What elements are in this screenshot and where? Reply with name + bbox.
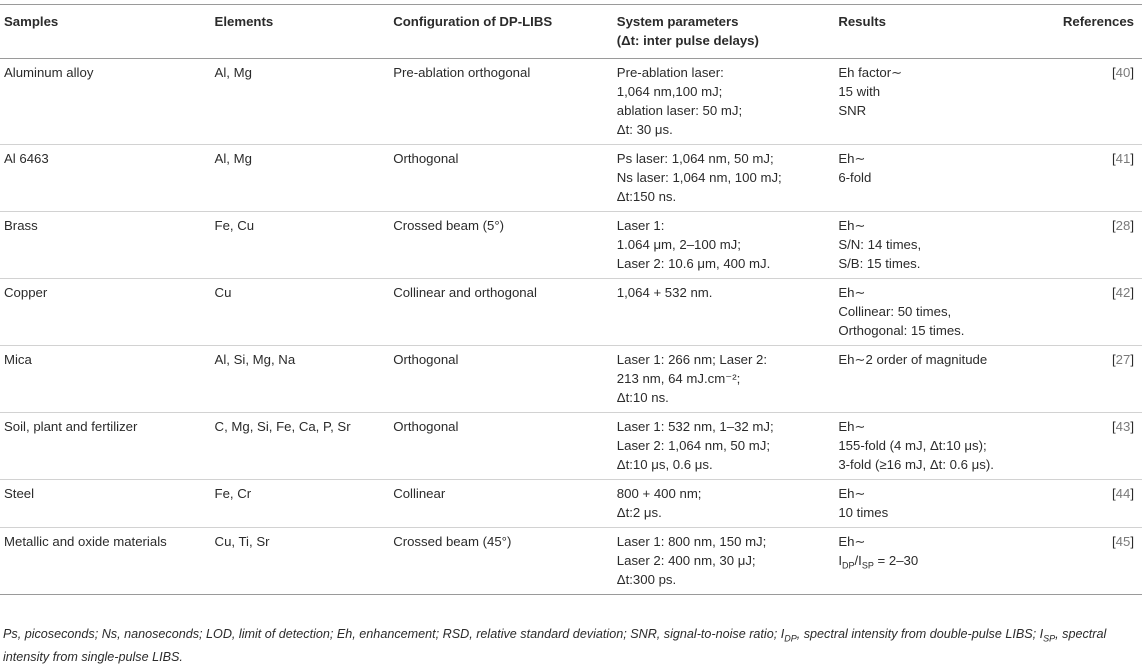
table-row [0, 59, 1142, 145]
header-samples: Samples [0, 5, 209, 59]
header-system-parameters-line2: (Δt: inter pulse delays) [616, 33, 759, 48]
cell-configuration: Orthogonal [387, 413, 611, 480]
result-line: 6-fold [838, 170, 872, 185]
cell-reference [1057, 59, 1142, 145]
cell-system-parameters [611, 528, 833, 595]
parameter-line: Δt:300 ps. [616, 572, 677, 587]
cell-system-parameters [611, 413, 833, 480]
reference-bracket-open: [ [1111, 352, 1116, 367]
reference-bracket-open: [ [1111, 218, 1116, 233]
table-body [0, 59, 1142, 595]
result-line: Eh∼ [838, 151, 866, 166]
table-row [0, 212, 1142, 279]
cell-configuration: Collinear and orthogonal [387, 279, 611, 346]
parameter-line: Laser 2: 1,064 nm, 50 mJ; [616, 438, 770, 453]
table-row [0, 346, 1142, 413]
reference-link[interactable]: 27 [1115, 352, 1131, 367]
reference-link[interactable]: 28 [1115, 218, 1131, 233]
cell-reference [1057, 346, 1142, 413]
reference-bracket-close: ] [1130, 486, 1134, 501]
result-line: 10 times [838, 505, 889, 520]
cell-system-parameters [611, 346, 833, 413]
result-line: Collinear: 50 times, [838, 304, 952, 319]
parameter-line: Laser 1: [616, 218, 665, 233]
cell-sample: Brass [0, 212, 209, 279]
cell-configuration: Orthogonal [387, 346, 611, 413]
reference-bracket-open: [ [1111, 65, 1116, 80]
result-line: S/B: 15 times. [838, 256, 921, 271]
result-line: Eh∼ [838, 534, 866, 549]
cell-results [832, 480, 1057, 528]
table-row [0, 528, 1142, 595]
header-system-parameters-line1: System parameters [616, 14, 739, 29]
footnote-text-2: , spectral intensity from double-pulse LIBS; I [796, 627, 1044, 641]
reference-link[interactable]: 45 [1115, 534, 1131, 549]
table-header [0, 5, 1142, 59]
cell-system-parameters [611, 480, 833, 528]
result-line: Eh∼ [838, 218, 866, 233]
result-line: 15 with [838, 84, 881, 99]
reference-link[interactable]: 42 [1115, 285, 1131, 300]
header-system-parameters [611, 5, 833, 59]
parameter-line: 213 nm, 64 mJ.cm⁻²; [616, 371, 741, 386]
parameter-line: Pre-ablation laser: [616, 65, 724, 80]
cell-results [832, 346, 1057, 413]
cell-results [832, 279, 1057, 346]
cell-system-parameters [611, 145, 833, 212]
parameter-line: Ns laser: 1,064 nm, 100 mJ; [616, 170, 782, 185]
result-line: 3-fold (≥16 mJ, Δt: 0.6 μs). [838, 457, 994, 472]
cell-system-parameters [611, 279, 833, 346]
cell-configuration: Crossed beam (45°) [387, 528, 611, 595]
reference-bracket-open: [ [1111, 151, 1116, 166]
reference-bracket-close: ] [1130, 534, 1134, 549]
cell-sample: Aluminum alloy [0, 59, 209, 145]
cell-elements: Fe, Cu [209, 212, 388, 279]
parameter-line: Δt:150 ns. [616, 189, 677, 204]
cell-elements: Cu [209, 279, 388, 346]
cell-results [832, 59, 1057, 145]
parameter-line: Ps laser: 1,064 nm, 50 mJ; [616, 151, 774, 166]
result-line: Eh∼ [838, 486, 866, 501]
parameter-line: Laser 2: 10.6 μm, 400 mJ. [616, 256, 771, 271]
parameter-line: 1.064 μm, 2–100 mJ; [616, 237, 741, 252]
reference-bracket-close: ] [1130, 419, 1134, 434]
cell-sample: Copper [0, 279, 209, 346]
cell-reference [1057, 212, 1142, 279]
header-references: References [1057, 5, 1142, 59]
cell-reference [1057, 413, 1142, 480]
parameter-line: Laser 1: 532 nm, 1–32 mJ; [616, 419, 774, 434]
footnote-text-1: Ps, picoseconds; Ns, nanoseconds; LOD, limit of detection; Eh, enhancement; RSD, relative standard deviation; SNR, signal-to-noise ratio; I [3, 627, 785, 641]
cell-sample: Mica [0, 346, 209, 413]
dp-libs-table [0, 4, 1142, 595]
parameter-line: Laser 1: 266 nm; Laser 2: [616, 352, 768, 367]
reference-link[interactable]: 40 [1115, 65, 1131, 80]
cell-configuration: Pre-ablation orthogonal [387, 59, 611, 145]
result-line: SNR [838, 103, 867, 118]
parameter-line: Laser 1: 800 nm, 150 mJ; [616, 534, 767, 549]
parameter-line: Laser 2: 400 nm, 30 μJ; [616, 553, 756, 568]
footnote-text-3: , spectral intensity from single-pulse LIBS. [3, 627, 1107, 664]
table-footnote [3, 625, 1123, 666]
cell-reference [1057, 528, 1142, 595]
table-row [0, 145, 1142, 212]
footnote-sub-dp: DP [784, 633, 797, 644]
cell-elements: Cu, Ti, Sr [209, 528, 388, 595]
reference-bracket-close: ] [1130, 285, 1134, 300]
cell-results [832, 145, 1057, 212]
result-line: Eh∼ [838, 419, 866, 434]
table-row [0, 279, 1142, 346]
cell-reference [1057, 145, 1142, 212]
cell-elements: Al, Mg [209, 145, 388, 212]
cell-sample: Al 6463 [0, 145, 209, 212]
reference-link[interactable]: 41 [1115, 151, 1131, 166]
parameter-line: Δt:2 μs. [616, 505, 662, 520]
parameter-line: 1,064 nm,100 mJ; [616, 84, 723, 99]
reference-bracket-open: [ [1111, 285, 1116, 300]
parameter-line: Δt: 30 μs. [616, 122, 673, 137]
reference-bracket-close: ] [1130, 218, 1134, 233]
cell-elements: Al, Mg [209, 59, 388, 145]
result-line: Eh∼ [838, 285, 866, 300]
result-line: 155-fold (4 mJ, Δt:10 μs); [838, 438, 987, 453]
cell-elements: Fe, Cr [209, 480, 388, 528]
cell-results [832, 413, 1057, 480]
cell-configuration: Crossed beam (5°) [387, 212, 611, 279]
cell-reference [1057, 480, 1142, 528]
cell-sample: Soil, plant and fertilizer [0, 413, 209, 480]
cell-system-parameters [611, 59, 833, 145]
header-elements: Elements [209, 5, 388, 59]
result-line: $I_{DP}/I_{SP} = 2-30$ [838, 553, 919, 571]
parameter-line: Δt:10 μs, 0.6 μs. [616, 457, 713, 472]
cell-reference [1057, 279, 1142, 346]
cell-results [832, 528, 1057, 595]
result-line: Eh∼2 order of magnitude [838, 352, 988, 367]
reference-bracket-open: [ [1111, 534, 1116, 549]
reference-bracket-open: [ [1111, 419, 1116, 434]
header-row [0, 5, 1142, 59]
parameter-line: ablation laser: 50 mJ; [616, 103, 743, 118]
cell-results [832, 212, 1057, 279]
cell-elements: Al, Si, Mg, Na [209, 346, 388, 413]
cell-sample: Steel [0, 480, 209, 528]
table-row [0, 480, 1142, 528]
reference-bracket-close: ] [1130, 352, 1134, 367]
result-line: Eh factor∼ [838, 65, 903, 80]
parameter-line: Δt:10 ns. [616, 390, 669, 405]
reference-bracket-open: [ [1111, 486, 1116, 501]
cell-sample: Metallic and oxide materials [0, 528, 209, 595]
cell-configuration: Orthogonal [387, 145, 611, 212]
cell-elements: C, Mg, Si, Fe, Ca, P, Sr [209, 413, 388, 480]
table-row [0, 413, 1142, 480]
reference-bracket-close: ] [1130, 65, 1134, 80]
reference-bracket-close: ] [1130, 151, 1134, 166]
cell-configuration: Collinear [387, 480, 611, 528]
reference-link[interactable]: 43 [1115, 419, 1131, 434]
result-line: Orthogonal: 15 times. [838, 323, 965, 338]
result-line: S/N: 14 times, [838, 237, 922, 252]
footnote-sub-sp: SP [1043, 633, 1056, 644]
reference-link[interactable]: 44 [1115, 486, 1131, 501]
header-configuration: Configuration of DP-LIBS [387, 5, 611, 59]
cell-system-parameters [611, 212, 833, 279]
header-results: Results [832, 5, 1057, 59]
parameter-line: 1,064 + 532 nm. [616, 285, 713, 300]
parameter-line: 800 + 400 nm; [616, 486, 702, 501]
